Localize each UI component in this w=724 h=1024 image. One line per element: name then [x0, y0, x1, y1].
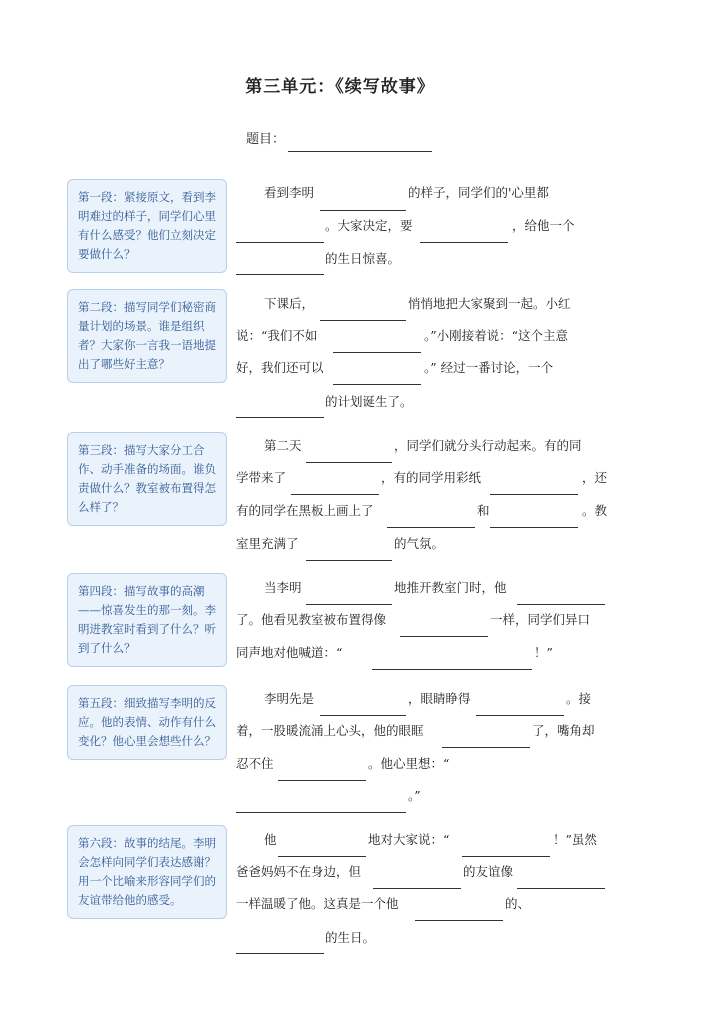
- p2-blank[interactable]: [320, 320, 406, 321]
- p1-text: 看到李明: [264, 185, 315, 200]
- p1-blank[interactable]: [420, 242, 508, 243]
- p6-blank[interactable]: [278, 856, 366, 857]
- p4-text: 地推开教室门时，他: [394, 580, 507, 595]
- p2-text: 的计划诞生了。: [325, 394, 413, 409]
- tip-paragraph-4: 第四段：描写故事的高潮——惊喜发生的那一刻。李明进教室时看到了什么？听到了什么？: [67, 573, 227, 667]
- p6-text: ！”虽然: [553, 832, 597, 847]
- p3-blank[interactable]: [387, 527, 475, 528]
- p3-blank[interactable]: [490, 527, 578, 528]
- p1-blank[interactable]: [320, 210, 406, 211]
- p5-text: 忍不住: [236, 756, 274, 771]
- p5-text: ，眼睛睁得: [408, 691, 471, 706]
- p2-blank[interactable]: [333, 384, 421, 385]
- p2-text: 说：“我们不如: [236, 328, 318, 343]
- tip-paragraph-3: 第三段：描写大家分工合作、动手准备的场面。谁负责做什么？教室被布置得怎么样了？: [67, 432, 227, 526]
- p5-text: 李明先是: [264, 691, 315, 706]
- tip-paragraph-2: 第二段：描写同学们秘密商量计划的场景。谁是组织者？大家你一言我一语地提出了哪些好主意？: [67, 289, 227, 383]
- p5-blank[interactable]: [320, 715, 406, 716]
- p5-blank[interactable]: [236, 812, 406, 813]
- p3-text: ，还: [582, 470, 608, 485]
- p2-text: 。” 经过一番讨论，一个: [424, 360, 554, 375]
- p1-blank[interactable]: [236, 242, 324, 243]
- tip-paragraph-1: 第一段：紧接原文，看到李明难过的样子，同学们心里有什么感受？他们立刻决定要做什么？: [67, 179, 227, 273]
- p3-text: ，有的同学用彩纸: [381, 470, 482, 485]
- p6-text: 的、: [505, 896, 531, 911]
- topic-label: 题目：: [246, 132, 286, 147]
- p1-text: 。大家决定，要: [325, 218, 413, 233]
- p6-text: 爸爸妈妈不在身边，但: [236, 864, 362, 879]
- p5-text: 。他心里想：“: [368, 756, 450, 771]
- p5-blank[interactable]: [476, 715, 564, 716]
- tip-paragraph-5: 第五段：细致描写李明的反应。他的表情、动作有什么变化？他心里会想些什么？: [67, 685, 227, 760]
- p3-text: 室里充满了: [236, 536, 299, 551]
- p3-text: 和: [477, 503, 490, 518]
- p1-blank[interactable]: [236, 274, 324, 275]
- p4-text: ！”: [534, 645, 553, 660]
- p4-blank[interactable]: [400, 636, 488, 637]
- p2-text: 好，我们还可以: [236, 360, 324, 375]
- p2-blank[interactable]: [333, 352, 421, 353]
- topic-blank[interactable]: [288, 151, 432, 152]
- p5-text: 着，一股暖流涌上心头，他的眼眶: [236, 723, 424, 738]
- p1-text: ，给他一个: [512, 218, 575, 233]
- tip-paragraph-6: 第六段：故事的结尾。李明会怎样向同学们表达感谢？用一个比喻来形容同学们的友谊带给他的感受。: [67, 825, 227, 919]
- p6-blank[interactable]: [373, 888, 461, 889]
- p5-text: 了，嘴角却: [532, 723, 595, 738]
- p4-blank[interactable]: [517, 604, 605, 605]
- page-title: 第三单元：《续写故事》: [245, 77, 435, 97]
- p3-text: ，同学们就分头行动起来。有的同: [394, 438, 582, 453]
- p5-text: 。接: [566, 691, 592, 706]
- p6-text: 他: [264, 832, 277, 847]
- p3-blank[interactable]: [306, 462, 392, 463]
- p4-blank[interactable]: [372, 669, 532, 670]
- p6-text: 一样温暖了他。这真是一个他: [236, 896, 399, 911]
- p5-blank[interactable]: [278, 780, 366, 781]
- p6-blank[interactable]: [236, 953, 324, 954]
- p3-text: 有的同学在黑板上画上了: [236, 503, 374, 518]
- p2-blank[interactable]: [236, 417, 324, 418]
- p3-blank[interactable]: [306, 560, 392, 561]
- p2-text: 悄悄地把大家聚到一起。小红: [408, 296, 571, 311]
- p4-text: 一样，同学们异口: [490, 612, 591, 627]
- p5-blank[interactable]: [442, 747, 530, 748]
- p3-blank[interactable]: [490, 494, 578, 495]
- p6-text: 的生日。: [325, 930, 376, 945]
- p6-blank[interactable]: [517, 888, 605, 889]
- p4-text: 当李明: [264, 580, 302, 595]
- p3-text: 第二天: [264, 438, 302, 453]
- p6-blank[interactable]: [462, 856, 550, 857]
- p3-text: 。教: [582, 503, 608, 518]
- p3-blank[interactable]: [291, 494, 379, 495]
- p3-text: 学带来了: [236, 470, 287, 485]
- p4-text: 了。他看见教室被布置得像: [236, 612, 387, 627]
- p3-text: 的气氛。: [394, 536, 445, 551]
- p1-text: 的样子，同学们的'心里都: [408, 185, 549, 200]
- p6-text: 的友谊像: [463, 864, 514, 879]
- p4-text: 同声地对他喊道：“: [236, 645, 343, 660]
- p4-blank[interactable]: [306, 604, 392, 605]
- p5-text: 。”: [408, 788, 421, 803]
- p2-text: 。”小刚接着说：“这个主意: [424, 328, 569, 343]
- p6-blank[interactable]: [415, 920, 503, 921]
- p6-text: 地对大家说：“: [368, 832, 450, 847]
- p2-text: 下课后，: [264, 296, 315, 311]
- p1-text: 的生日惊喜。: [325, 251, 401, 266]
